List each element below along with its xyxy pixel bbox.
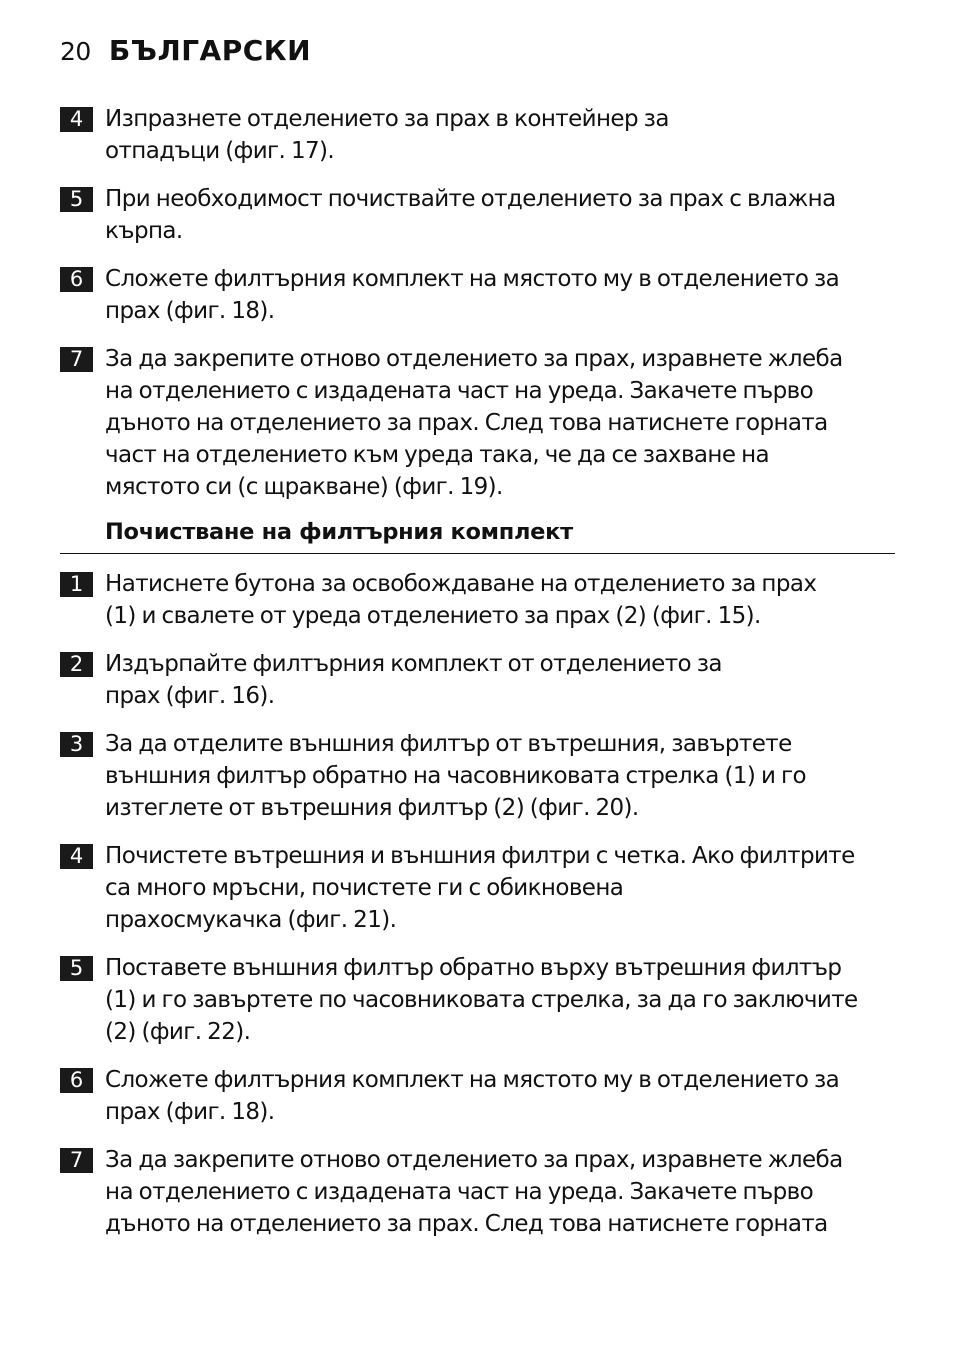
step-text: При необходимост почиствайте отделението за прах с влажна кърпа. xyxy=(105,186,836,244)
step-text: Почистете вътрешния и външния филтри с четка. Ако филтрите са много мръсни, почистете ги с обикновена прахосмукачка (фиг. 21). xyxy=(105,843,855,933)
step-text: Поставете външния филтър обратно върху вътрешния филтър (1) и го завъртете по часовниковата стрелка, за да го заключите (2) (фиг. 22). xyxy=(105,955,858,1045)
page-header xyxy=(60,34,311,74)
step-number-badge: 6 xyxy=(60,1068,93,1093)
step-number-badge: 3 xyxy=(60,732,93,757)
step-number-badge: 4 xyxy=(60,107,93,132)
step-number-badge: 7 xyxy=(60,347,93,372)
step-number-badge: 7 xyxy=(60,1148,93,1173)
step-number-badge: 2 xyxy=(60,652,93,677)
step-text: Сложете филтърния комплект на мястото му в отделението за прах (фиг. 18). xyxy=(105,1067,840,1125)
step-number-badge: 4 xyxy=(60,844,93,869)
step-text: Изпразнете отделението за прах в контейнер за отпадъци (фиг. 17). xyxy=(105,106,669,164)
section-heading: Почистване на филтърния комплект xyxy=(105,519,573,545)
page-number: 20 xyxy=(60,37,91,66)
section-divider xyxy=(60,553,895,554)
page-language-title: БЪЛГАРСКИ xyxy=(108,34,312,67)
step-text: За да закрепите отново отделението за прах, изравнете жлеба на отделението с издадената част на уреда. Закачете първо дъното на отделението за прах. След това натиснете горната xyxy=(105,1147,843,1237)
step-number-badge: 5 xyxy=(60,187,93,212)
step-text: Сложете филтърния комплект на мястото му в отделението за прах (фиг. 18). xyxy=(105,266,840,324)
step-number-badge: 1 xyxy=(60,572,93,597)
step-number-badge: 6 xyxy=(60,267,93,292)
step-text: Издърпайте филтърния комплект от отделението за прах (фиг. 16). xyxy=(105,651,722,709)
step-text: За да закрепите отново отделението за прах, изравнете жлеба на отделението с издадената част на уреда. Закачете първо дъното на отделението за прах. След това натиснете горната част на отделението към уреда така, че да се захване на мястото си (с щракване) (фиг. 19). xyxy=(105,346,843,500)
step-number-badge: 5 xyxy=(60,956,93,981)
step-text: За да отделите външния филтър от вътрешния, завъртете външния филтър обратно на часовниковата стрелка (1) и го изтеглете от вътрешния филтър (2) (фиг. 20). xyxy=(105,731,806,821)
step-text: Натиснете бутона за освобождаване на отделението за прах (1) и свалете от уреда отделението за прах (2) (фиг. 15). xyxy=(105,571,817,629)
